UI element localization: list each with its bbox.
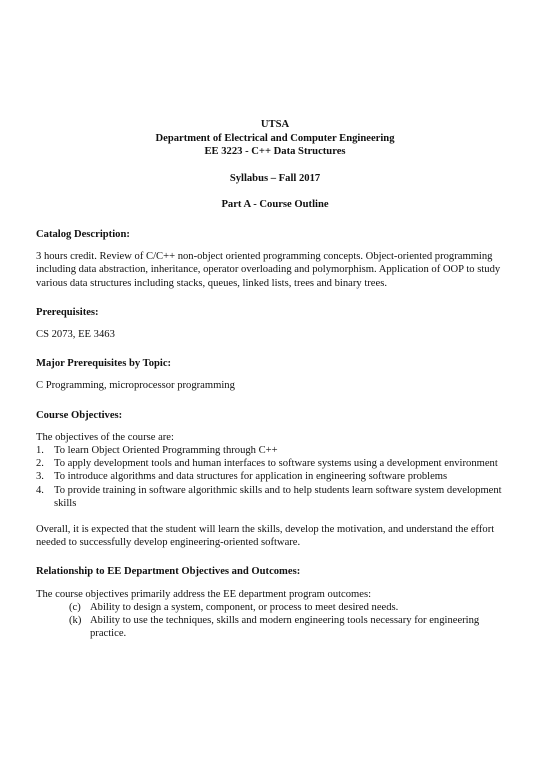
prerequisites-heading: Prerequisites: [36, 306, 99, 318]
catalog-section [36, 228, 514, 290]
outcome-text: Ability to use the techniques, skills and modern engineering tools necessary for engineering practice. [90, 615, 480, 640]
catalog-text: 3 hours credit. Review of C/C++ non-object oriented programming concepts. Object-oriented programming including data abstraction, inheritance, operator overloading and polymorphism. Application of OOP to study various data structures including stacks, queues, linked lists, trees and binary trees. [36, 251, 501, 289]
list-item [36, 444, 514, 457]
catalog-heading: Catalog Description: [36, 228, 130, 240]
objectives-intro: The objectives of the course are: [36, 431, 174, 443]
list-item [36, 484, 514, 510]
syllabus-term: Syllabus – Fall 2017 [229, 172, 321, 184]
relationship-section [36, 565, 514, 640]
objectives-section [36, 409, 514, 550]
list-item [36, 470, 514, 483]
title-block [36, 118, 514, 212]
list-text: To introduce algorithms and data structures for application in engineering software problems [54, 471, 448, 483]
institution-name: UTSA [260, 119, 290, 130]
syllabus-page [36, 118, 514, 640]
outcome-text: Ability to design a system, component, or process to meet desired needs. [90, 601, 399, 613]
list-item [36, 614, 514, 640]
list-number: 3. [36, 471, 44, 483]
list-number: 2. [36, 458, 44, 470]
list-text: To apply development tools and human interfaces to software systems using a development environment [54, 458, 498, 470]
list-text: To provide training in software algorithmic skills and to help students learn software system development skills [54, 484, 502, 509]
major-prereqs-section [36, 357, 514, 392]
department-name: Department of Electrical and Computer Engineering [155, 132, 395, 144]
outcome-marker: (k) [69, 615, 82, 627]
part-title: Part A - Course Outline [221, 199, 329, 211]
list-number: 4. [36, 484, 44, 496]
objectives-summary: Overall, it is expected that the student will learn the skills, develop the motivation, and understand the effort needed to successfully develop engineering-oriented software. [36, 524, 495, 549]
major-prereqs-heading: Major Prerequisites by Topic: [36, 358, 172, 370]
course-title: EE 3223 - C++ Data Structures [204, 146, 346, 158]
list-item [36, 457, 514, 470]
list-number: 1. [36, 445, 44, 456]
outcome-marker: (c) [69, 601, 81, 613]
prerequisites-text: CS 2073, EE 3463 [36, 328, 115, 340]
list-text: To learn Object Oriented Programming through C++ [54, 445, 278, 456]
relationship-intro: The course objectives primarily address the EE department program outcomes: [36, 588, 372, 600]
outcomes-list [36, 601, 514, 641]
relationship-heading: Relationship to EE Department Objectives and Outcomes: [36, 566, 301, 578]
list-item [36, 601, 514, 614]
prerequisites-section [36, 306, 514, 341]
objectives-heading: Course Objectives: [36, 409, 123, 421]
objectives-list [36, 444, 514, 510]
major-prereqs-text: C Programming, microprocessor programming [36, 380, 235, 392]
